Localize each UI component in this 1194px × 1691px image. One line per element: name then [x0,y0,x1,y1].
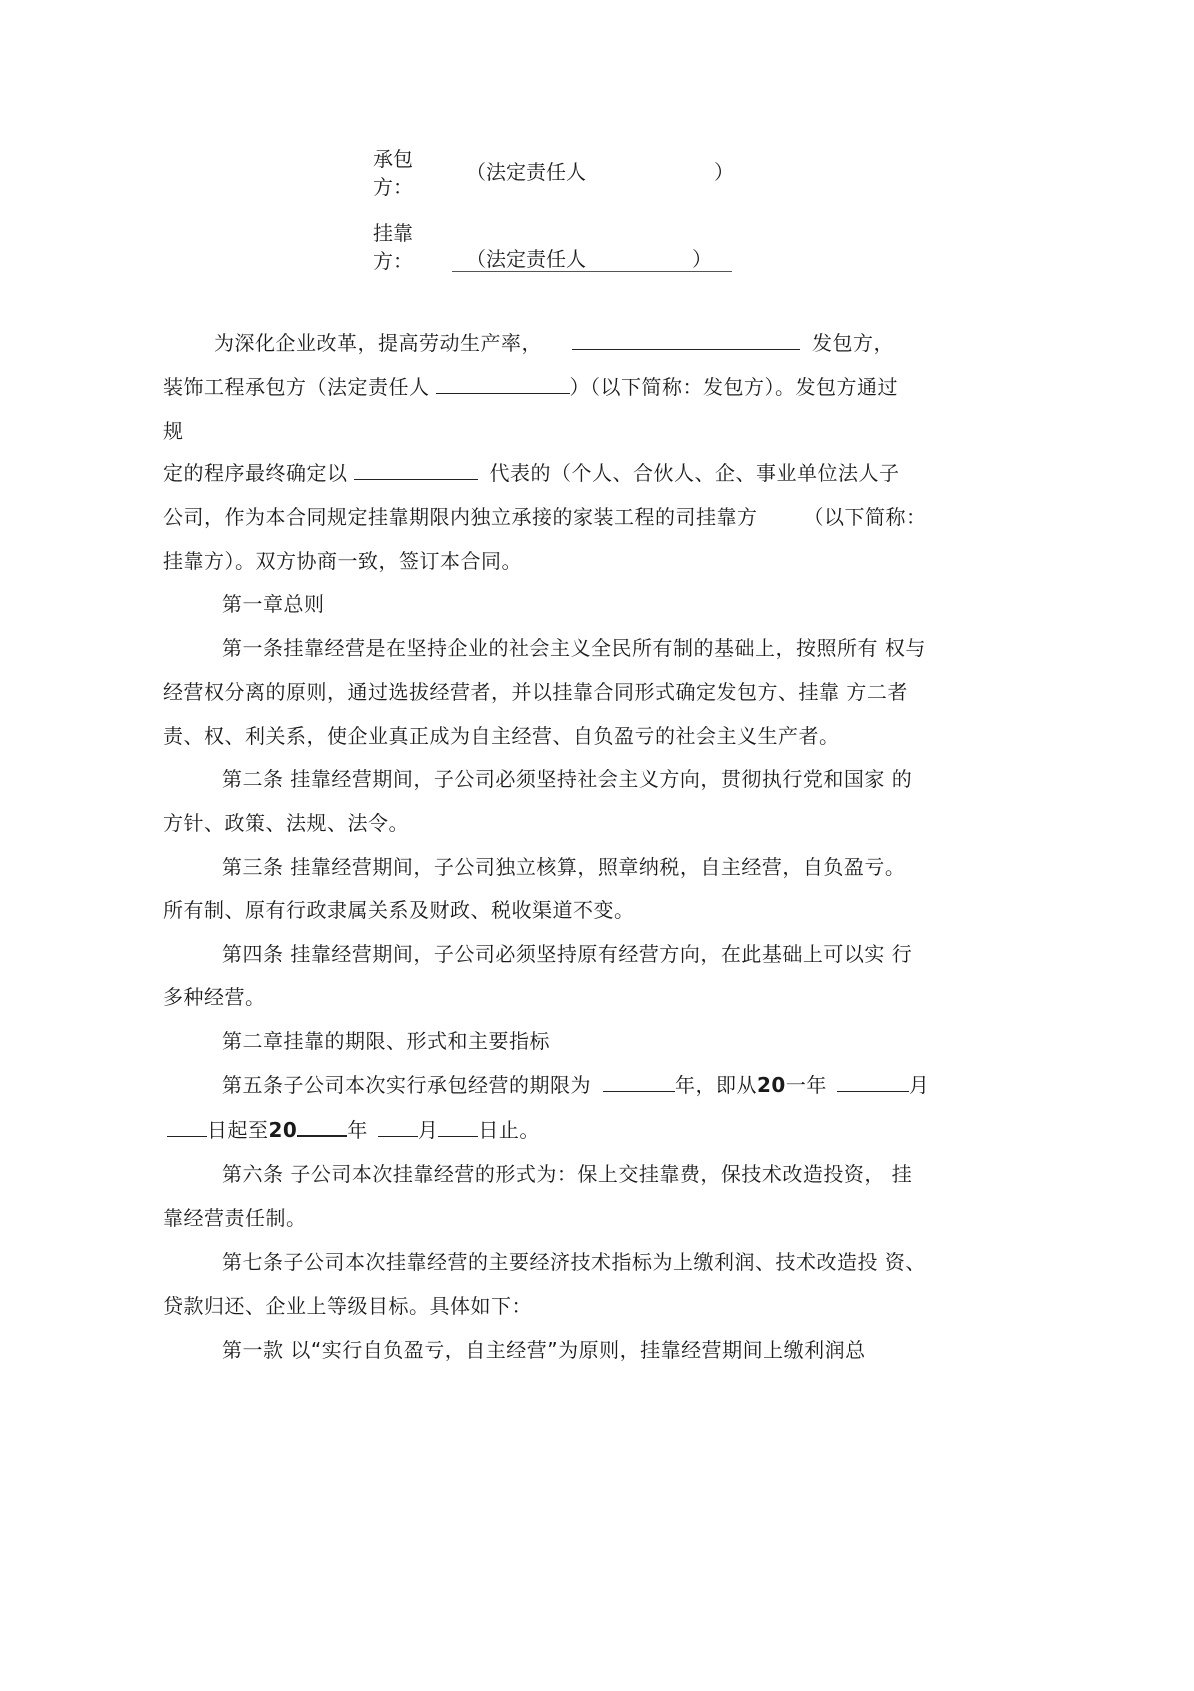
preamble-text: 代表的（个人、合伙人、企、事业单位法人子 [489,461,900,485]
article-2-line-2: 方针、政策、法规、法令。 [163,811,409,835]
preamble-text: （以下简称： [803,505,927,529]
article-5-text: 月 [908,1073,930,1097]
contractor-label-line1: 承包 [373,147,413,171]
preamble-line-4 [163,461,900,485]
end-year-blank [297,1117,347,1137]
article-5-text: 一年 [785,1073,827,1097]
end-month-blank [378,1118,418,1137]
article-1-line-1: 第一条挂靠经营是在坚持企业的社会主义全民所有制的基础上，按照所有 权与 [222,636,926,660]
preamble-text: 发包方， [812,331,894,355]
article-5-line-1 [222,1073,929,1097]
contractor-legal-rep-close: ） [714,160,734,184]
preamble-text: 装饰工程承包方（法定责任人 [163,375,430,399]
affiliate-label-line1: 挂靠 [373,221,413,245]
affiliate-signature-line [452,271,732,272]
affiliate-legal-rep-open: （法定责任人 [466,247,586,271]
article-7-line-1: 第七条子公司本次挂靠经营的主要经济技术指标为上缴利润、技术改造投 资、 [222,1250,926,1274]
preamble-text: 为深化企业改革，提高劳动生产率， [214,331,542,355]
article-5-text: 日起至 [207,1118,269,1142]
start-day-blank [167,1118,207,1137]
article-3-line-2: 所有制、原有行政隶属关系及财政、税收渠道不变。 [163,898,635,922]
article-5-text: 年，即从 [675,1073,757,1097]
article-5-text: 月 [417,1118,439,1142]
preamble-text: 公司，作为本合同规定挂靠期限内独立承接的家装工程的司挂靠方 [163,505,758,529]
article-1-line-3: 责、权、利关系，使企业真正成为自主经营、自负盈亏的社会主义生产者。 [163,724,840,748]
clause-1-line-1: 第一款 以“实行自负盈亏，自主经营”为原则，挂靠经营期间上缴利润总 [222,1338,866,1362]
representative-blank [354,461,478,480]
article-6-line-2: 靠经营责任制。 [163,1206,307,1230]
article-5-text: 第五条子公司本次实行承包经营的期限为 [222,1073,591,1097]
article-2-line-1: 第二条 挂靠经营期间，子公司必须坚持社会主义方向，贯彻执行党和国家 的 [222,767,913,791]
preamble-line-6: 挂靠方）。双方协商一致，签订本合同。 [163,549,522,573]
end-day-blank [438,1118,478,1137]
issuer-name-blank [572,331,800,350]
preamble-line-3: 规 [163,419,184,443]
preamble-line-5 [163,505,927,529]
end-year-prefix: 20 [268,1118,298,1142]
preamble-line-2 [163,375,898,399]
article-4-line-1: 第四条 挂靠经营期间，子公司必须坚持原有经营方向，在此基础上可以实 行 [222,942,913,966]
start-year-prefix: 20 [757,1073,786,1097]
article-5-line-2 [167,1117,540,1142]
article-4-line-2: 多种经营。 [163,985,266,1009]
affiliate-label-line2: 方： [373,249,413,273]
chapter-2-title: 第二章挂靠的期限、形式和主要指标 [222,1029,550,1053]
contractor-legal-rep-open: （法定责任人 [466,160,586,184]
article-3-line-1: 第三条 挂靠经营期间，子公司独立核算，照章纳税，自主经营，自负盈亏。 [222,855,906,879]
article-6-line-1: 第六条 子公司本次挂靠经营的形式为：保上交挂靠费，保技术改造投资， 挂 [222,1162,913,1186]
affiliate-legal-rep-close: ） [692,247,712,271]
term-years-blank [603,1073,675,1092]
legal-rep-blank [436,375,570,394]
article-7-line-2: 贷款归还、企业上等级目标。具体如下： [163,1294,532,1318]
start-month-blank [837,1073,909,1092]
article-1-line-2: 经营权分离的原则，通过选拔经营者，并以挂靠合同形式确定发包方、挂靠 方二者 [163,680,908,704]
chapter-1-title: 第一章总则 [222,592,325,616]
contractor-label-line2: 方： [373,175,413,199]
article-5-text: 年 [347,1118,368,1142]
preamble-text: ）（以下简称：发包方）。发包方通过 [569,375,898,399]
article-5-text: 日止。 [478,1118,540,1142]
preamble-line-1 [214,331,894,355]
preamble-text: 定的程序最终确定以 [163,461,348,485]
